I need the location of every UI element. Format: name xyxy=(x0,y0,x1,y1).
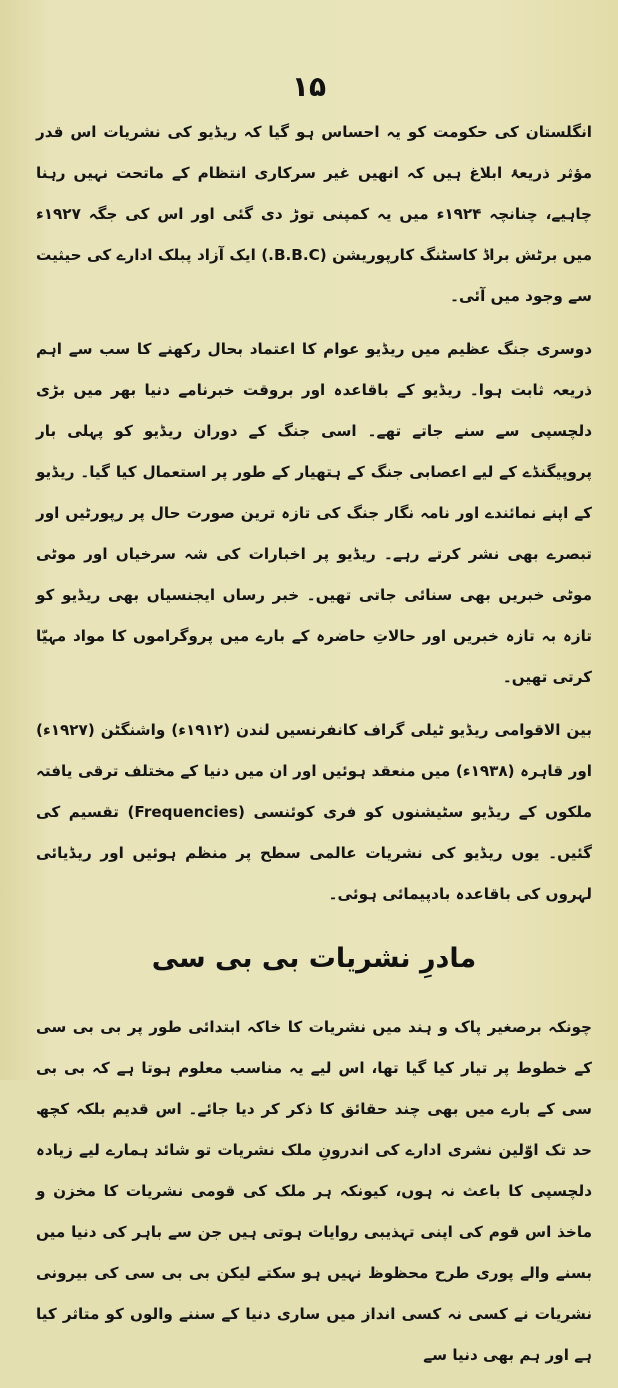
section-heading: مادرِ نشریات بی بی سی xyxy=(151,943,477,974)
page-number: ۱۵ xyxy=(291,70,327,103)
page-body xyxy=(36,112,592,1388)
paragraph-bbc-founding: انگلستان کی حکومت کو یہ احساس ہو گیا کہ ریڈیو کی نشریات اس قدر مؤثر ذریعۂ ابلاغ ہیں کہ انھیں غیر سرکاری انتظام کے ماتحت نہیں رہنا چاہیے، چنانچہ ۱۹۲۴ء میں یہ کمپنی توڑ دی گئی اور اس کی جگہ ۱۹۲۷ء میں برٹش براڈ کاسٹنگ کارپوریشن (B.B.C.) ایک آزاد پبلک ادارے کی حیثیت سے وجود میں آئی۔ xyxy=(36,123,592,305)
paragraph-conferences: بین الاقوامی ریڈیو ٹیلی گراف کانفرنسیں لندن (۱۹۱۲ء) واشنگٹن (۱۹۲۷ء) اور قاہرہ (۱۹۳۸ء) میں منعقد ہوئیں اور ان میں دنیا کے مختلف ترقی یافتہ ملکوں کے ریڈیو سٹیشنوں کو فری کوئنسی (Frequencies) تقسیم کی گئیں۔ یوں ریڈیو کی نشریات عالمی سطح پر منظم ہوئیں اور ریڈیائی لہروں کی باقاعدہ بادپیمائی ہوئی۔ xyxy=(36,721,593,903)
paragraph-bbc-mother: چونکہ برصغیر پاک و ہند میں نشریات کا خاکہ ابتدائی طور پر بی بی سی کے خطوط پر تیار کیا گیا تھا، اس لیے یہ مناسب معلوم ہوتا ہے کہ بی بی سی کے بارے میں بھی چند حقائق کا ذکر کر دیا جائے۔ اس قدیم بلکہ کچھ حد تک اوّلین نشری ادارے کی اندرونِ ملک نشریات تو شائد ہمارے لیے زیادہ دلچسپی کا باعث نہ ہوں، کیونکہ ہر ملک کی قومی نشریات کا مخزن و ماخذ اس قوم کی اپنی تہذیبی روایات ہوتی ہیں جن سے باہر کی دنیا میں بسنے والے پوری طرح محظوظ نہیں ہو سکتے لیکن بی بی سی کی بیرونی نشریات نے کسی نہ کسی انداز میں ساری دنیا کے سننے والوں کو متاثر کیا ہے اور ہم بھی دنیا سے xyxy=(36,1018,592,1364)
paragraph-world-war-radio: دوسری جنگ عظیم میں ریڈیو عوام کا اعتماد بحال رکھنے کا سب سے اہم ذریعہ ثابت ہوا۔ ریڈیو کے باقاعدہ اور بروقت خبرنامے دنیا بھر میں بڑی دلچسپی سے سنے جاتے تھے۔ اسی جنگ کے دوران ریڈیو کو پہلی بار پروپیگنڈے کے لیے اعصابی جنگ کے ہتھیار کے طور پر استعمال کیا گیا۔ ریڈیو کے اپنے نمائندے اور نامہ نگار جنگ کی تازہ ترین صورت حال پر رپورٹیں اور تبصرے بھی نشر کرتے رہے۔ ریڈیو پر اخبارات کی شہ سرخیاں اور موٹی موٹی خبریں بھی سنائی جاتی تھیں۔ خبر رساں ایجنسیاں بھی ریڈیو کو تازہ بہ تازہ خبریں اور حالاتِ حاضرہ کے بارے میں پروگراموں کا مواد مہیّا کرتی تھیں۔ xyxy=(36,340,592,686)
